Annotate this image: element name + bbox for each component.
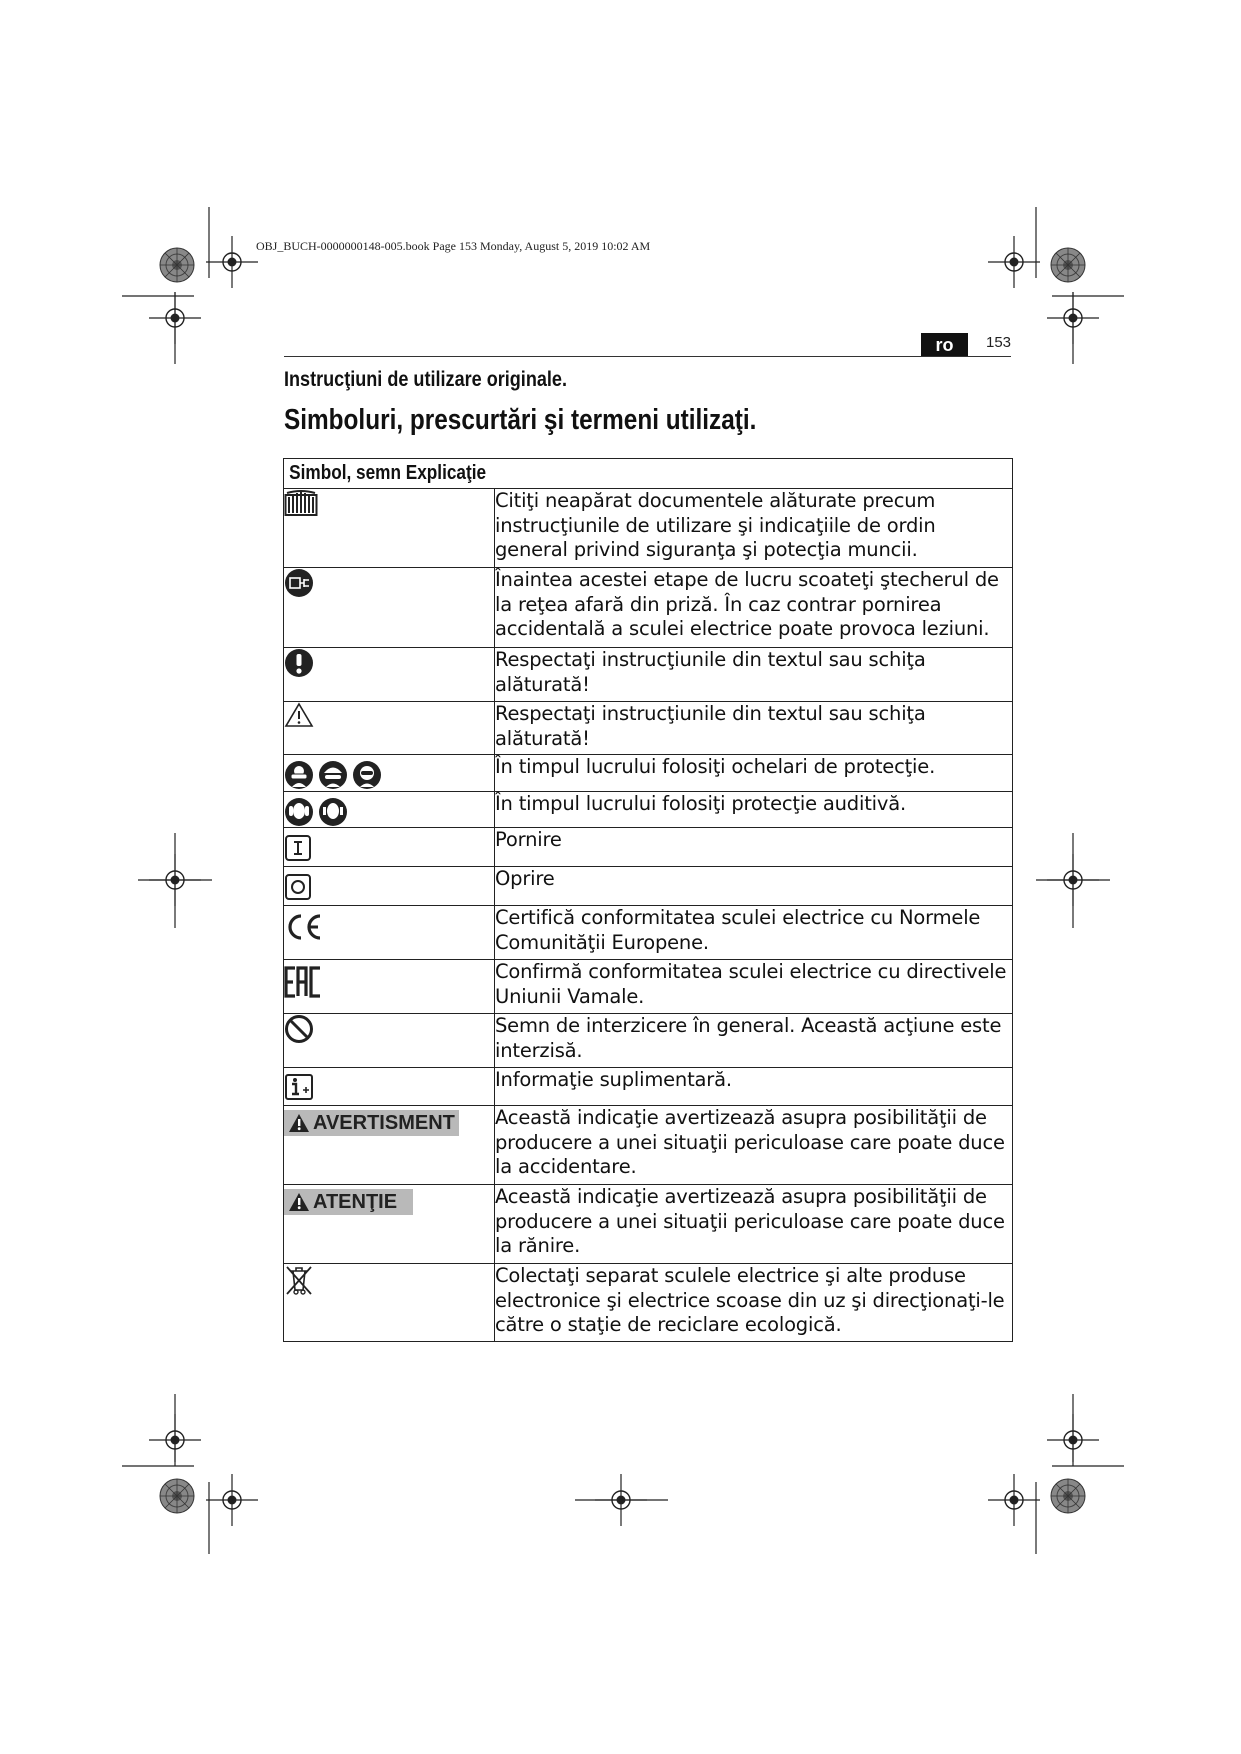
ce-mark-icon [284,913,494,941]
warning-triangle-icon [284,702,494,728]
unplug-icon [284,568,494,598]
table-row [284,1185,1013,1264]
reg-cross-bottom-left [206,1474,258,1526]
document-subtitle: Instrucţiuni de utilizare originale. [284,368,567,391]
reg-cross-bottom-right [988,1474,1040,1526]
row-text: Informaţie suplimentară. [495,1068,1013,1106]
reg-cross-top-right [988,236,1040,288]
row-text: Confirmă conformitatea sculei electrice cu directivele Uniunii Vamale. [495,960,1013,1014]
row-text: Această indicaţie avertizează asupra posibilităţii de producere a unei situaţii periculoase care poate duce la rănire. [495,1185,1013,1264]
row-text: Certifică conformitatea sculei electrice cu Normele Comunităţii Europene. [495,906,1013,960]
row-text: În timpul lucrului folosiţi ochelari de protecţie. [495,755,1013,792]
color-wheel-bottom-left [160,1479,194,1513]
table-header: Simbol, semn Explicaţie [284,459,1013,489]
table-row [284,867,1013,906]
hearing-protection-icons [284,797,494,827]
weee-bin-icon [284,1264,494,1296]
table-row [284,702,1013,755]
info-icon [284,1073,494,1101]
switch-on-icon [284,834,494,862]
row-text: Înaintea acestei etape de lucru scoateţi ştecherul de la reţea afară din priză. În caz contrar pornirea accidentală a sculei electrice poate provoca leziuni. [495,568,1013,648]
reg-cross-top-left [206,236,258,288]
table-row [284,906,1013,960]
color-wheel-top-right [1051,248,1085,282]
table-row [284,1264,1013,1342]
warning-badge: AVERTISMENT [284,1110,459,1136]
language-badge: ro [921,333,968,357]
prohibition-icon [284,1014,494,1044]
table-row [284,1068,1013,1106]
warning-triangle-icon [288,1113,310,1133]
table-row [284,489,1013,568]
row-text: Colectaţi separat sculele electrice şi alte produse electronice şi electrice scoase din uz şi direcţionaţi-le către o staţie de reciclare ecologică. [495,1264,1013,1342]
row-text: Această indicaţie avertizează asupra posibilităţii de producere a unei situaţii periculoase care poate duce la accidentare. [495,1106,1013,1185]
print-file-info: OBJ_BUCH-0000000148-005.book Page 153 Monday, August 5, 2019 10:02 AM [256,239,651,253]
table-row [284,960,1013,1014]
page-number: 153 [986,334,1012,351]
table-row [284,828,1013,867]
row-text: În timpul lucrului folosiţi protecţie auditivă. [495,792,1013,828]
exclamation-circle-icon [284,648,494,678]
warning-triangle-icon [288,1192,310,1212]
header-rule [284,356,1011,357]
switch-off-icon [284,873,494,901]
row-text: Citiţi neapărat documentele alăturate precum instrucţiunile de utilizare şi indicaţiile de ordin general privind siguranţa şi potecţia muncii. [495,489,1013,568]
row-text: Semn de interzicere în general. Această acţiune este interzisă. [495,1014,1013,1068]
row-text: Oprire [495,867,1013,906]
table-row [284,1014,1013,1068]
symbols-table [283,458,1013,1342]
table-row [284,755,1013,792]
row-text: Respectaţi instrucţiunile din textul sau schiţa alăturată! [495,702,1013,755]
caution-badge: ATENŢIE [284,1189,413,1215]
color-wheel-bottom-right [1051,1479,1085,1513]
table-row [284,568,1013,648]
row-text: Pornire [495,828,1013,867]
eac-mark-icon [284,966,494,998]
table-row [284,1106,1013,1185]
page-title: Simboluri, prescurtări şi termeni utilizaţi. [284,404,757,436]
table-header-row [284,459,1013,489]
table-row [284,792,1013,828]
color-wheel-top-left [160,248,194,282]
eye-protection-icons [284,760,494,790]
row-text: Respectaţi instrucţiunile din textul sau schiţa alăturată! [495,648,1013,702]
read-manual-icon [284,489,494,517]
table-row [284,648,1013,702]
